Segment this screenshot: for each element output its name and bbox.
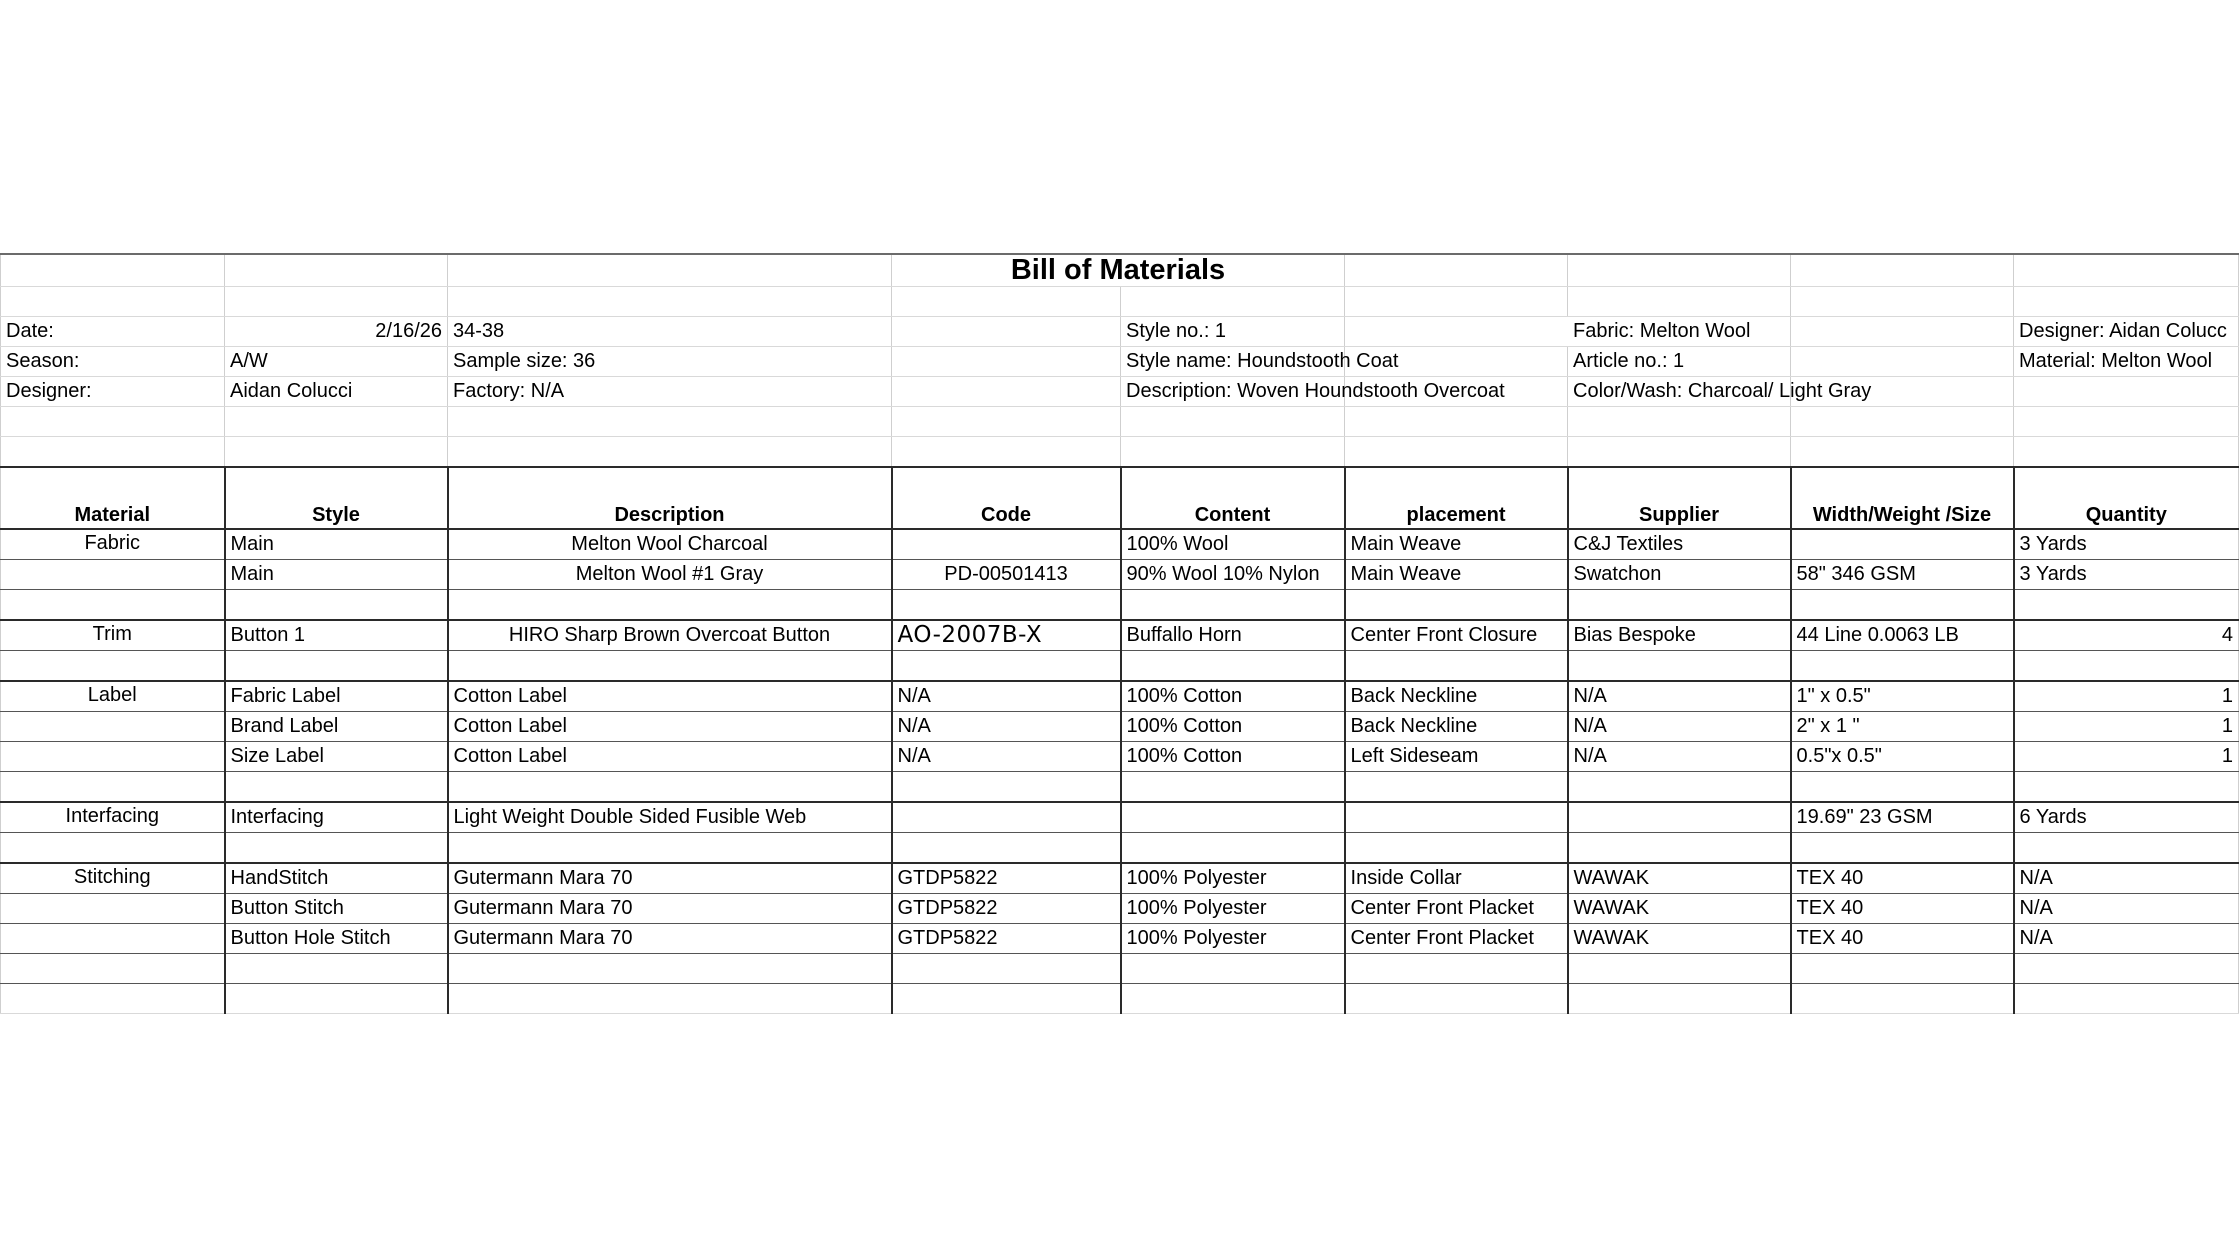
cell[interactable] (225, 287, 448, 317)
placement-cell[interactable]: Center Front Placket (1345, 894, 1568, 924)
cell[interactable] (448, 287, 892, 317)
code-cell[interactable]: N/A (892, 712, 1121, 742)
cell[interactable] (892, 772, 1121, 803)
empty-row (1, 954, 2239, 984)
cell[interactable] (1791, 254, 2014, 287)
cell[interactable] (1568, 437, 1791, 468)
cell[interactable] (448, 254, 892, 287)
placement-cell[interactable]: Center Front Closure (1345, 620, 1568, 651)
sample-size[interactable]: Sample size: 36 (448, 347, 892, 377)
cell[interactable] (1, 772, 225, 803)
style-cell[interactable]: Interfacing (225, 802, 448, 833)
cell[interactable] (1121, 590, 1345, 621)
quantity-cell[interactable]: 4 (2014, 620, 2239, 651)
cell[interactable] (1791, 287, 2014, 317)
cell[interactable] (225, 437, 448, 468)
quantity-cell[interactable]: N/A (2014, 924, 2239, 954)
cell[interactable] (1791, 590, 2014, 621)
description-cell[interactable]: Cotton Label (448, 742, 892, 772)
description[interactable]: Description: Woven Houndstooth Overcoat (1121, 377, 1345, 407)
cell (1345, 317, 1568, 347)
cell[interactable] (1345, 590, 1568, 621)
fabric[interactable]: Fabric: Melton Wool (1568, 317, 1791, 347)
description-cell[interactable]: Melton Wool Charcoal (448, 529, 892, 560)
content-cell[interactable]: 90% Wool 10% Nylon (1121, 560, 1345, 590)
table-row (1, 742, 2239, 772)
style-cell[interactable]: Main (225, 529, 448, 560)
cell[interactable] (1345, 651, 1568, 682)
material-cell[interactable] (1, 560, 225, 590)
designer-value[interactable]: Aidan Colucci (225, 377, 448, 407)
table-row (1, 924, 2239, 954)
cell[interactable] (2014, 377, 2239, 407)
supplier-cell[interactable] (1568, 802, 1791, 833)
cell[interactable] (1791, 954, 2014, 984)
header-content: Content (1121, 467, 1345, 529)
code-cell[interactable]: N/A (892, 742, 1121, 772)
cell[interactable] (448, 984, 892, 1014)
code-cell[interactable]: GTDP5822 (892, 924, 1121, 954)
cell[interactable] (1791, 407, 2014, 437)
code-cell[interactable] (892, 802, 1121, 833)
cell[interactable] (2014, 287, 2239, 317)
content-cell[interactable]: 100% Polyester (1121, 894, 1345, 924)
table-row (1, 712, 2239, 742)
cell[interactable] (1791, 651, 2014, 682)
cell[interactable] (892, 590, 1121, 621)
cell[interactable] (892, 287, 1121, 317)
placement-cell[interactable] (1345, 802, 1568, 833)
cell[interactable] (2014, 407, 2239, 437)
cell[interactable] (448, 954, 892, 984)
cell[interactable] (448, 772, 892, 803)
cell[interactable] (1568, 651, 1791, 682)
material-right[interactable]: Material: Melton Wool (2014, 347, 2239, 377)
size-cell[interactable]: 2" x 1 " (1791, 712, 2014, 742)
cell[interactable] (892, 437, 1121, 468)
info-row-designer (1, 377, 2239, 407)
cell[interactable] (1791, 347, 2014, 377)
cell[interactable] (1345, 984, 1568, 1014)
style-cell[interactable]: Brand Label (225, 712, 448, 742)
cell[interactable] (448, 407, 892, 437)
empty-row (1, 651, 2239, 682)
cell[interactable] (1345, 833, 1568, 864)
header-code: Code (892, 467, 1121, 529)
cell[interactable] (448, 437, 892, 468)
bom-table (0, 253, 2239, 1014)
header-material: Material (1, 467, 225, 529)
cell[interactable] (1345, 772, 1568, 803)
description-cell[interactable]: Cotton Label (448, 681, 892, 712)
cell[interactable] (892, 317, 1121, 347)
empty-row (1, 833, 2239, 864)
code-cell[interactable] (892, 529, 1121, 560)
size-cell[interactable]: 0.5"x 0.5" (1791, 742, 2014, 772)
date-value[interactable]: 2/16/26 (225, 317, 448, 347)
cell[interactable] (225, 984, 448, 1014)
supplier-cell[interactable]: Swatchon (1568, 560, 1791, 590)
cell[interactable] (448, 833, 892, 864)
cell[interactable] (1, 437, 225, 468)
cell[interactable] (2014, 954, 2239, 984)
cell[interactable] (1, 984, 225, 1014)
description-cell[interactable]: Gutermann Mara 70 (448, 894, 892, 924)
cell[interactable] (1, 833, 225, 864)
supplier-cell[interactable]: C&J Textiles (1568, 529, 1791, 560)
code-cell[interactable]: GTDP5822 (892, 863, 1121, 894)
placement-cell[interactable]: Left Sideseam (1345, 742, 1568, 772)
cell[interactable] (1345, 407, 1568, 437)
placement-cell[interactable]: Back Neckline (1345, 681, 1568, 712)
cell[interactable] (448, 651, 892, 682)
quantity-cell[interactable]: N/A (2014, 894, 2239, 924)
cell[interactable] (1568, 954, 1791, 984)
cell[interactable] (1568, 287, 1791, 317)
style-cell[interactable]: HandStitch (225, 863, 448, 894)
quantity-cell[interactable]: 3 Yards (2014, 529, 2239, 560)
cell[interactable] (1, 954, 225, 984)
cell[interactable] (892, 651, 1121, 682)
supplier-cell[interactable]: N/A (1568, 712, 1791, 742)
cell[interactable] (892, 377, 1121, 407)
spacer-row (1, 407, 2239, 437)
cell[interactable] (1121, 772, 1345, 803)
cell[interactable] (1, 254, 225, 287)
cell[interactable] (1568, 590, 1791, 621)
material-cell[interactable] (1, 712, 225, 742)
empty-row (1, 590, 2239, 621)
size-cell[interactable] (1791, 529, 2014, 560)
table-row (1, 863, 2239, 894)
material-trim[interactable]: Trim (1, 620, 225, 651)
placement-cell[interactable]: Inside Collar (1345, 863, 1568, 894)
factory[interactable]: Factory: N/A (448, 377, 892, 407)
code-cell[interactable]: GTDP5822 (892, 894, 1121, 924)
date-label: Date: (1, 317, 225, 347)
supplier-cell[interactable]: Bias Bespoke (1568, 620, 1791, 651)
info-row-date (1, 317, 2239, 347)
cell[interactable] (2014, 772, 2239, 803)
designer-right[interactable]: Designer: Aidan Colucc (2014, 317, 2239, 347)
cell[interactable] (1121, 984, 1345, 1014)
placement-cell[interactable]: Main Weave (1345, 560, 1568, 590)
cell[interactable] (1, 590, 225, 621)
cell[interactable] (225, 772, 448, 803)
style-no[interactable]: Style no.: 1 (1121, 317, 1345, 347)
content-cell[interactable]: 100% Cotton (1121, 742, 1345, 772)
cell[interactable] (1, 407, 225, 437)
quantity-cell[interactable]: 3 Yards (2014, 560, 2239, 590)
placement-cell[interactable]: Main Weave (1345, 529, 1568, 560)
content-cell[interactable] (1121, 802, 1345, 833)
quantity-cell[interactable]: 1 (2014, 742, 2239, 772)
cell[interactable] (1121, 651, 1345, 682)
quantity-cell[interactable]: 1 (2014, 681, 2239, 712)
material-fabric[interactable]: Fabric (1, 529, 225, 560)
code-cell[interactable]: N/A (892, 681, 1121, 712)
placement-cell[interactable]: Back Neckline (1345, 712, 1568, 742)
cell[interactable] (892, 407, 1121, 437)
cell[interactable] (225, 407, 448, 437)
title-row (1, 254, 2239, 287)
cell[interactable] (2014, 254, 2239, 287)
quantity-cell[interactable]: 6 Yards (2014, 802, 2239, 833)
cell[interactable] (2014, 984, 2239, 1014)
code-cell[interactable]: PD-00501413 (892, 560, 1121, 590)
material-cell[interactable] (1, 742, 225, 772)
cell[interactable] (1568, 407, 1791, 437)
header-quantity: Quantity (2014, 467, 2239, 529)
quantity-cell[interactable]: 1 (2014, 712, 2239, 742)
cell[interactable] (892, 984, 1121, 1014)
cell[interactable] (892, 347, 1121, 377)
cell[interactable] (225, 651, 448, 682)
style-cell[interactable]: Button 1 (225, 620, 448, 651)
table-row (1, 560, 2239, 590)
article-no[interactable]: Article no.: 1 (1568, 347, 1791, 377)
cell[interactable] (2014, 833, 2239, 864)
style-cell[interactable]: Button Stitch (225, 894, 448, 924)
season-value[interactable]: A/W (225, 347, 448, 377)
cell[interactable] (1791, 772, 2014, 803)
cell[interactable] (1345, 287, 1568, 317)
description-cell[interactable]: HIRO Sharp Brown Overcoat Button (448, 620, 892, 651)
description-cell[interactable]: Gutermann Mara 70 (448, 924, 892, 954)
cell[interactable] (892, 833, 1121, 864)
size-cell[interactable]: 1" x 0.5" (1791, 681, 2014, 712)
size-cell[interactable]: TEX 40 (1791, 863, 2014, 894)
cell[interactable] (1121, 954, 1345, 984)
empty-row (1, 772, 2239, 803)
content-cell[interactable]: 100% Polyester (1121, 924, 1345, 954)
content-cell[interactable]: 100% Cotton (1121, 681, 1345, 712)
cell[interactable] (2014, 651, 2239, 682)
supplier-cell[interactable]: N/A (1568, 681, 1791, 712)
material-interfacing[interactable]: Interfacing (1, 802, 225, 833)
cell[interactable] (2014, 590, 2239, 621)
style-cell[interactable]: Size Label (225, 742, 448, 772)
cell[interactable] (225, 954, 448, 984)
table-row (1, 681, 2239, 712)
header-supplier: Supplier (1568, 467, 1791, 529)
table-row (1, 894, 2239, 924)
header-placement: placement (1345, 467, 1568, 529)
supplier-cell[interactable]: WAWAK (1568, 863, 1791, 894)
bom-spreadsheet (0, 253, 2238, 1014)
content-cell[interactable]: 100% Wool (1121, 529, 1345, 560)
size-cell[interactable]: 58" 346 GSM (1791, 560, 2014, 590)
cell[interactable] (1121, 833, 1345, 864)
header-size: Width/Weight /Size (1791, 467, 2014, 529)
description-cell[interactable]: Gutermann Mara 70 (448, 863, 892, 894)
cell[interactable] (1121, 287, 1345, 317)
size-cell[interactable]: TEX 40 (1791, 924, 2014, 954)
cell[interactable] (1345, 254, 1568, 287)
sheet-title: Bill of Materials (892, 254, 1345, 287)
cell[interactable] (1121, 437, 1345, 468)
cell[interactable] (1568, 772, 1791, 803)
cell[interactable] (1345, 437, 1568, 468)
table-row (1, 529, 2239, 560)
cell[interactable] (1791, 984, 2014, 1014)
size-cell[interactable]: 44 Line 0.0063 LB (1791, 620, 2014, 651)
size-cell[interactable]: 19.69" 23 GSM (1791, 802, 2014, 833)
cell[interactable] (1791, 317, 2014, 347)
style-name[interactable]: Style name: Houndstooth Coat (1121, 347, 1345, 377)
content-cell[interactable]: Buffallo Horn (1121, 620, 1345, 651)
cell[interactable] (1791, 437, 2014, 468)
cell[interactable] (1568, 984, 1791, 1014)
supplier-cell[interactable]: WAWAK (1568, 924, 1791, 954)
cell[interactable] (1, 287, 225, 317)
designer-label: Designer: (1, 377, 225, 407)
header-description: Description (448, 467, 892, 529)
color-wash[interactable]: Color/Wash: Charcoal/ Light Gray (1568, 377, 1791, 407)
cell[interactable] (448, 590, 892, 621)
table-row (1, 802, 2239, 833)
spacer-row (1, 287, 2239, 317)
spacer-row (1, 437, 2239, 468)
material-cell[interactable] (1, 924, 225, 954)
cell[interactable] (892, 954, 1121, 984)
header-style: Style (225, 467, 448, 529)
style-cell[interactable]: Main (225, 560, 448, 590)
code-cell[interactable]: AO-2007B-X (892, 620, 1121, 651)
material-cell[interactable] (1, 894, 225, 924)
description-cell[interactable]: Light Weight Double Sided Fusible Web (448, 802, 892, 833)
cell[interactable] (225, 833, 448, 864)
cell[interactable] (1, 651, 225, 682)
cell[interactable] (2014, 437, 2239, 468)
cell[interactable] (1121, 407, 1345, 437)
column-header-row (1, 467, 2239, 529)
material-stitching[interactable]: Stitching (1, 863, 225, 894)
cell[interactable] (225, 590, 448, 621)
content-cell[interactable]: 100% Polyester (1121, 863, 1345, 894)
cell[interactable] (1791, 833, 2014, 864)
season-label: Season: (1, 347, 225, 377)
description-cell[interactable]: Cotton Label (448, 712, 892, 742)
content-cell[interactable]: 100% Cotton (1121, 712, 1345, 742)
material-label[interactable]: Label (1, 681, 225, 712)
size-cell[interactable]: TEX 40 (1791, 894, 2014, 924)
cell[interactable] (1568, 833, 1791, 864)
size-range[interactable]: 34-38 (448, 317, 892, 347)
cell[interactable] (225, 254, 448, 287)
placement-cell[interactable]: Center Front Placket (1345, 924, 1568, 954)
supplier-cell[interactable]: WAWAK (1568, 894, 1791, 924)
style-cell[interactable]: Fabric Label (225, 681, 448, 712)
quantity-cell[interactable]: N/A (2014, 863, 2239, 894)
table-row (1, 620, 2239, 651)
supplier-cell[interactable]: N/A (1568, 742, 1791, 772)
cell[interactable] (1345, 954, 1568, 984)
style-cell[interactable]: Button Hole Stitch (225, 924, 448, 954)
cell[interactable] (1568, 254, 1791, 287)
empty-row (1, 984, 2239, 1014)
description-cell[interactable]: Melton Wool #1 Gray (448, 560, 892, 590)
info-row-season (1, 347, 2239, 377)
